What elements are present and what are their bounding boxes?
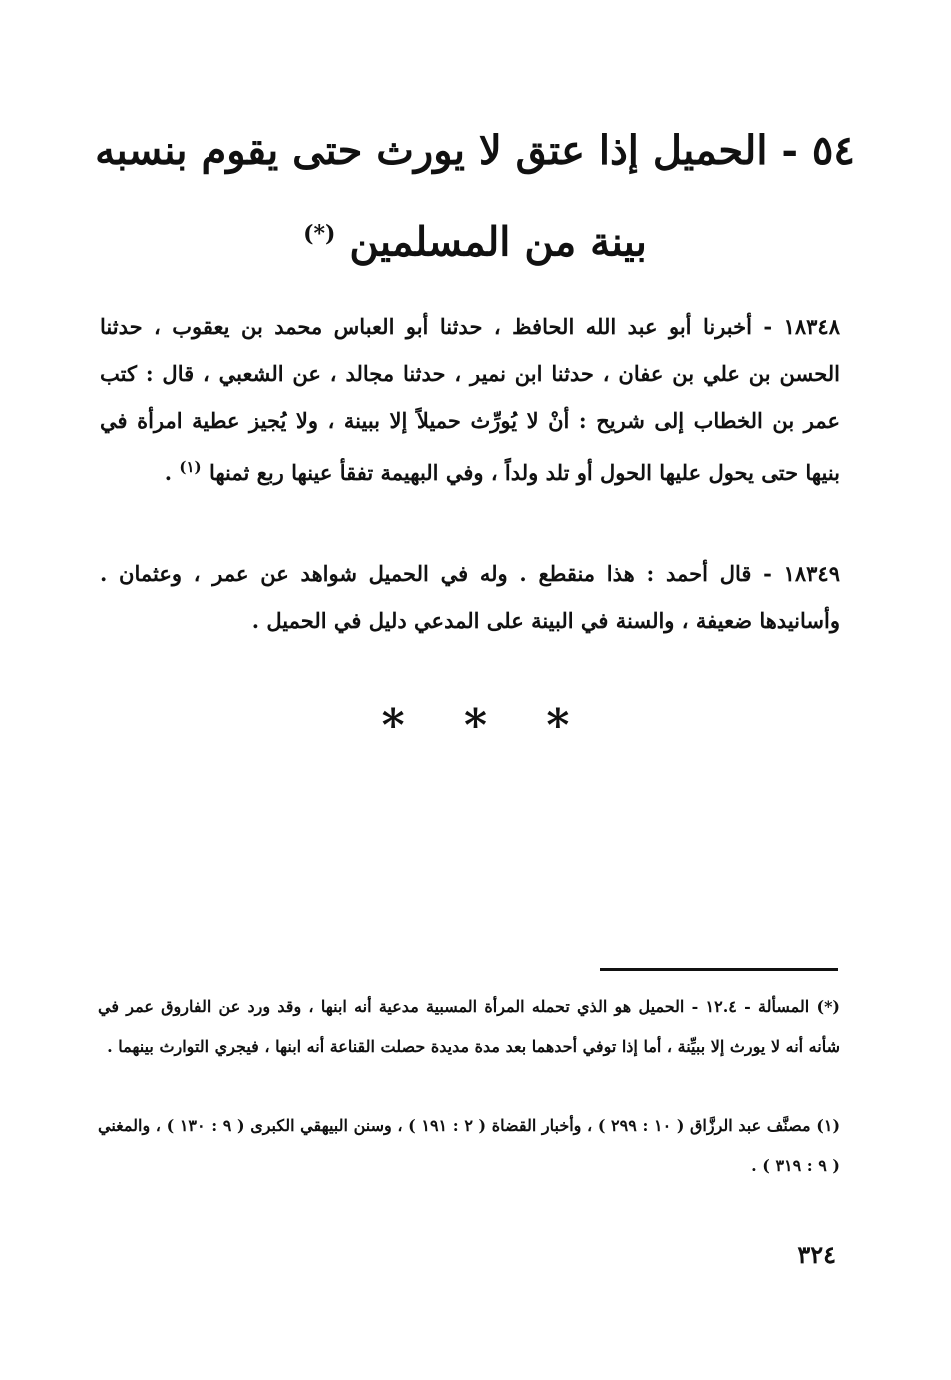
chapter-title-line-2 [80,205,870,271]
hadith-paragraph-18348 [100,303,840,496]
separator-asterisk: * [463,700,487,751]
chapter-title-footnote-marker: (*) [303,221,336,247]
footnote-1: (١) مصنَّف عبد الرزَّاق ( ١٠ : ٢٩٩ ) ، وأخبار القضاة ( ٢ : ١٩١ ) ، وسنن البيهقي الكبرى ( ٩ : ١٣٠ ) ، والمغني ( ٩ : ٣١٩ ) . [98,1116,841,1175]
page-number: ٣٢٤ [797,1240,836,1269]
chapter-title-line-1: ٥٤ - الحميل إذا عتق لا يورث حتى يقوم بنسبه [95,127,855,174]
footnote-reference-1: (١) [179,458,202,476]
footnote-divider [600,968,838,971]
separator-asterisk: * [381,700,405,751]
chapter-title-line-2-text: بينة من المسلمين [349,218,647,266]
hadith-paragraph-18348-end: . [164,460,180,485]
footnote-star: (*) المسألة - ١٢.٤ - الحميل هو الذي تحمله المرأة المسبية مدعية أنه ابنها ، وقد ورد عن الفاروق عمر في شأنه أنه لا يورث إلا ببيِّنة ، أما إذا توفي أحدهما بعد مدة مديدة حصلت القناعة أنه ابنها ، فيجري التوارث بينهما . [98,997,841,1056]
hadith-paragraph-18348-text: ١٨٣٤٨ - أخبرنا أبو عبد الله الحافظ ، حدثنا أبو العباس محمد بن يعقوب ، حدثنا الحسن بن علي بن عفان ، حدثنا ابن نمير ، حدثنا مجالد ، عن الشعبي ، قال : كتب عمر بن الخطاب إلى شريح : أنْ لا يُورِّث حميلاً إلا ببينة ، ولا يُجيز عطية امرأة في بنيها حتى يحول عليها الحول أو تلد ولداً ، وفي البهيمة تفقأ عينها ربع ثمنها [100,314,840,485]
hadith-paragraph-18349: ١٨٣٤٩ - قال أحمد : هذا منقطع . وله في الحميل شواهد عن عمر ، وعثمان . وأسانيدها ضعيفة ، والسنة في البينة على المدعي دليل في الحميل . [100,561,840,633]
separator-asterisk: * [546,700,570,751]
section-separator [0,700,951,751]
